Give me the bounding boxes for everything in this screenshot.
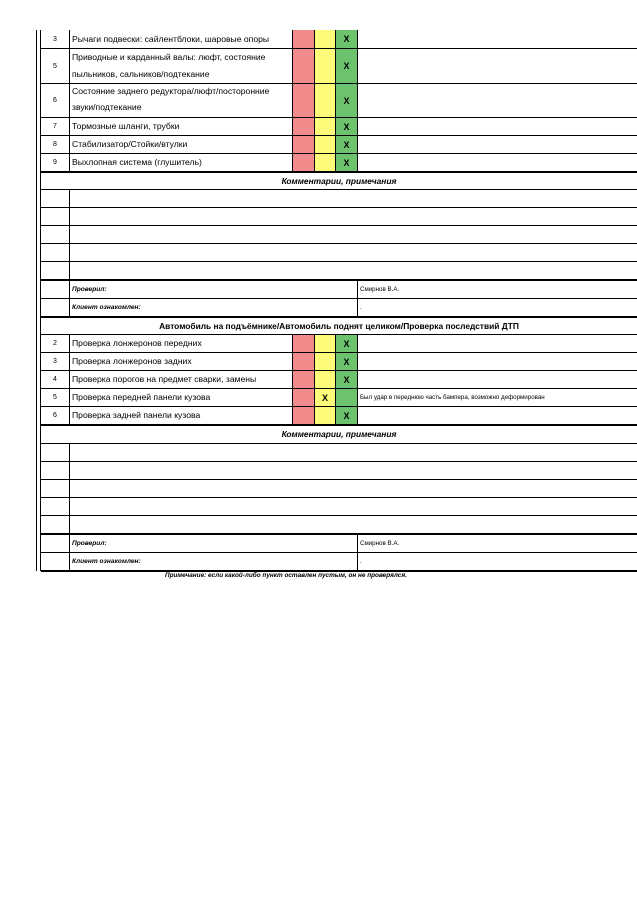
grid-line xyxy=(357,335,358,425)
status-yellow-cell[interactable] xyxy=(315,136,335,153)
item-comment[interactable]: Был удар в переднюю часть бампера, возможно деформирован xyxy=(360,394,545,401)
status-red-cell[interactable] xyxy=(293,371,314,388)
status-green-cell[interactable]: X xyxy=(336,118,357,135)
grid-line xyxy=(335,335,336,425)
row-number: 4 xyxy=(53,376,57,383)
status-yellow-cell[interactable] xyxy=(315,84,335,117)
row-number: 3 xyxy=(53,358,57,365)
status-red-cell[interactable] xyxy=(293,407,314,424)
status-yellow-cell[interactable] xyxy=(315,118,335,135)
status-green-cell[interactable]: X xyxy=(336,49,357,83)
grid-line xyxy=(335,30,336,172)
status-green-cell[interactable]: X xyxy=(336,84,357,117)
row-number: 5 xyxy=(53,62,57,70)
grid-line xyxy=(292,30,293,172)
check-item-label: Рычаги подвески: сайлентблоки, шаровые опоры xyxy=(72,34,270,44)
status-red-cell[interactable] xyxy=(293,389,314,406)
grid-line xyxy=(41,83,637,84)
check-item-label: Проверка передней панели кузова xyxy=(72,392,211,402)
status-green-cell[interactable]: X xyxy=(336,353,357,370)
status-red-cell[interactable] xyxy=(293,154,314,171)
status-red-cell[interactable] xyxy=(293,30,314,48)
status-yellow-cell[interactable] xyxy=(315,154,335,171)
grid-line xyxy=(314,335,315,425)
checked-by-value[interactable]: Смирнов В.А. xyxy=(360,540,400,547)
row-number: 6 xyxy=(53,412,57,419)
checked-by-label: Проверил: xyxy=(72,286,107,293)
check-item-label: Стабилизатор/Стойки/втулки xyxy=(72,139,188,149)
comment-row[interactable] xyxy=(70,244,637,261)
row-number: 2 xyxy=(53,340,57,347)
status-red-cell[interactable] xyxy=(293,49,314,83)
check-item-label: Приводные и карданный валы: люфт, состояние xyxy=(72,52,266,62)
grid-line xyxy=(41,135,637,136)
comment-row[interactable] xyxy=(70,208,637,225)
comment-row[interactable] xyxy=(70,262,637,279)
grid-line xyxy=(41,153,637,154)
grid-line xyxy=(292,335,293,425)
grid-line xyxy=(314,30,315,172)
check-item-label: Тормозные шланги, трубки xyxy=(72,121,180,131)
check-item-label-line2: пыльников, сальников/подтекание xyxy=(72,69,210,79)
client-acknowledged-label: Клиент ознакомлен: xyxy=(72,558,141,565)
row-number: 3 xyxy=(53,35,57,43)
client-acknowledged-label: Клиент ознакомлен: xyxy=(72,304,141,311)
comment-row[interactable] xyxy=(70,226,637,243)
comment-row[interactable] xyxy=(70,190,637,207)
grid-line xyxy=(69,335,70,425)
status-green-cell[interactable]: X xyxy=(336,407,357,424)
grid-line xyxy=(41,117,637,118)
status-yellow-cell[interactable] xyxy=(315,371,335,388)
client-acknowledged-value[interactable]: . xyxy=(360,304,362,311)
check-item-label: Состояние заднего редуктора/люфт/посторонние xyxy=(72,86,270,96)
comment-row[interactable] xyxy=(70,462,637,479)
status-red-cell[interactable] xyxy=(293,136,314,153)
check-item-label: Проверка задней панели кузова xyxy=(72,410,201,420)
status-green-cell[interactable]: X xyxy=(336,335,357,352)
grid-line xyxy=(357,535,358,571)
status-red-cell[interactable] xyxy=(293,335,314,352)
status-yellow-cell[interactable] xyxy=(315,49,335,83)
grid-line xyxy=(357,281,358,317)
check-item-label-line2: звуки/подтекание xyxy=(72,102,142,112)
grid-line xyxy=(69,444,70,533)
status-green-cell[interactable]: X xyxy=(336,136,357,153)
checked-by-label: Проверил: xyxy=(72,540,107,547)
grid-line xyxy=(69,535,70,571)
check-item-label: Проверка лонжеронов передних xyxy=(72,338,202,348)
comment-row[interactable] xyxy=(70,444,637,461)
row-number: 7 xyxy=(53,123,57,130)
client-acknowledged-value[interactable]: . xyxy=(360,558,362,565)
row-number: 8 xyxy=(53,141,57,148)
comment-row[interactable] xyxy=(70,498,637,515)
status-yellow-cell[interactable]: X xyxy=(315,389,335,406)
comment-row[interactable] xyxy=(70,480,637,497)
section-title: Автомобиль на подъёмнике/Автомобиль поднят целиком/Проверка последствий ДТП xyxy=(159,321,519,331)
status-yellow-cell[interactable] xyxy=(315,353,335,370)
status-yellow-cell[interactable] xyxy=(315,30,335,48)
status-red-cell[interactable] xyxy=(293,118,314,135)
status-green-cell[interactable]: X xyxy=(336,154,357,171)
check-item-label: Проверка лонжеронов задних xyxy=(72,356,192,366)
grid-line xyxy=(41,48,637,49)
check-item-label: Проверка порогов на предмет сварки, замены xyxy=(72,374,257,384)
checked-by-value[interactable]: Смирнов В.А. xyxy=(360,286,400,293)
status-red-cell[interactable] xyxy=(293,353,314,370)
comments-header: Комментарии, примечания xyxy=(281,176,397,186)
left-border-outer xyxy=(36,30,37,571)
row-number: 6 xyxy=(53,97,57,104)
status-green-cell[interactable]: X xyxy=(336,371,357,388)
grid-line xyxy=(69,30,70,172)
row-number: 5 xyxy=(53,394,57,401)
status-red-cell[interactable] xyxy=(293,84,314,117)
status-yellow-cell[interactable] xyxy=(315,407,335,424)
grid-line xyxy=(69,190,70,279)
status-green-cell[interactable] xyxy=(336,389,357,406)
comments-header: Комментарии, примечания xyxy=(281,429,397,439)
status-green-cell[interactable]: X xyxy=(336,30,357,48)
grid-line xyxy=(357,30,358,172)
row-number: 9 xyxy=(53,159,57,166)
grid-line xyxy=(69,281,70,317)
status-yellow-cell[interactable] xyxy=(315,335,335,352)
footnote: Примечание: если какой-либо пункт оставлен пустым, он не проверялся. xyxy=(165,572,407,579)
check-item-label: Выхлопная система (глушитель) xyxy=(72,157,202,167)
comment-row[interactable] xyxy=(70,516,637,533)
